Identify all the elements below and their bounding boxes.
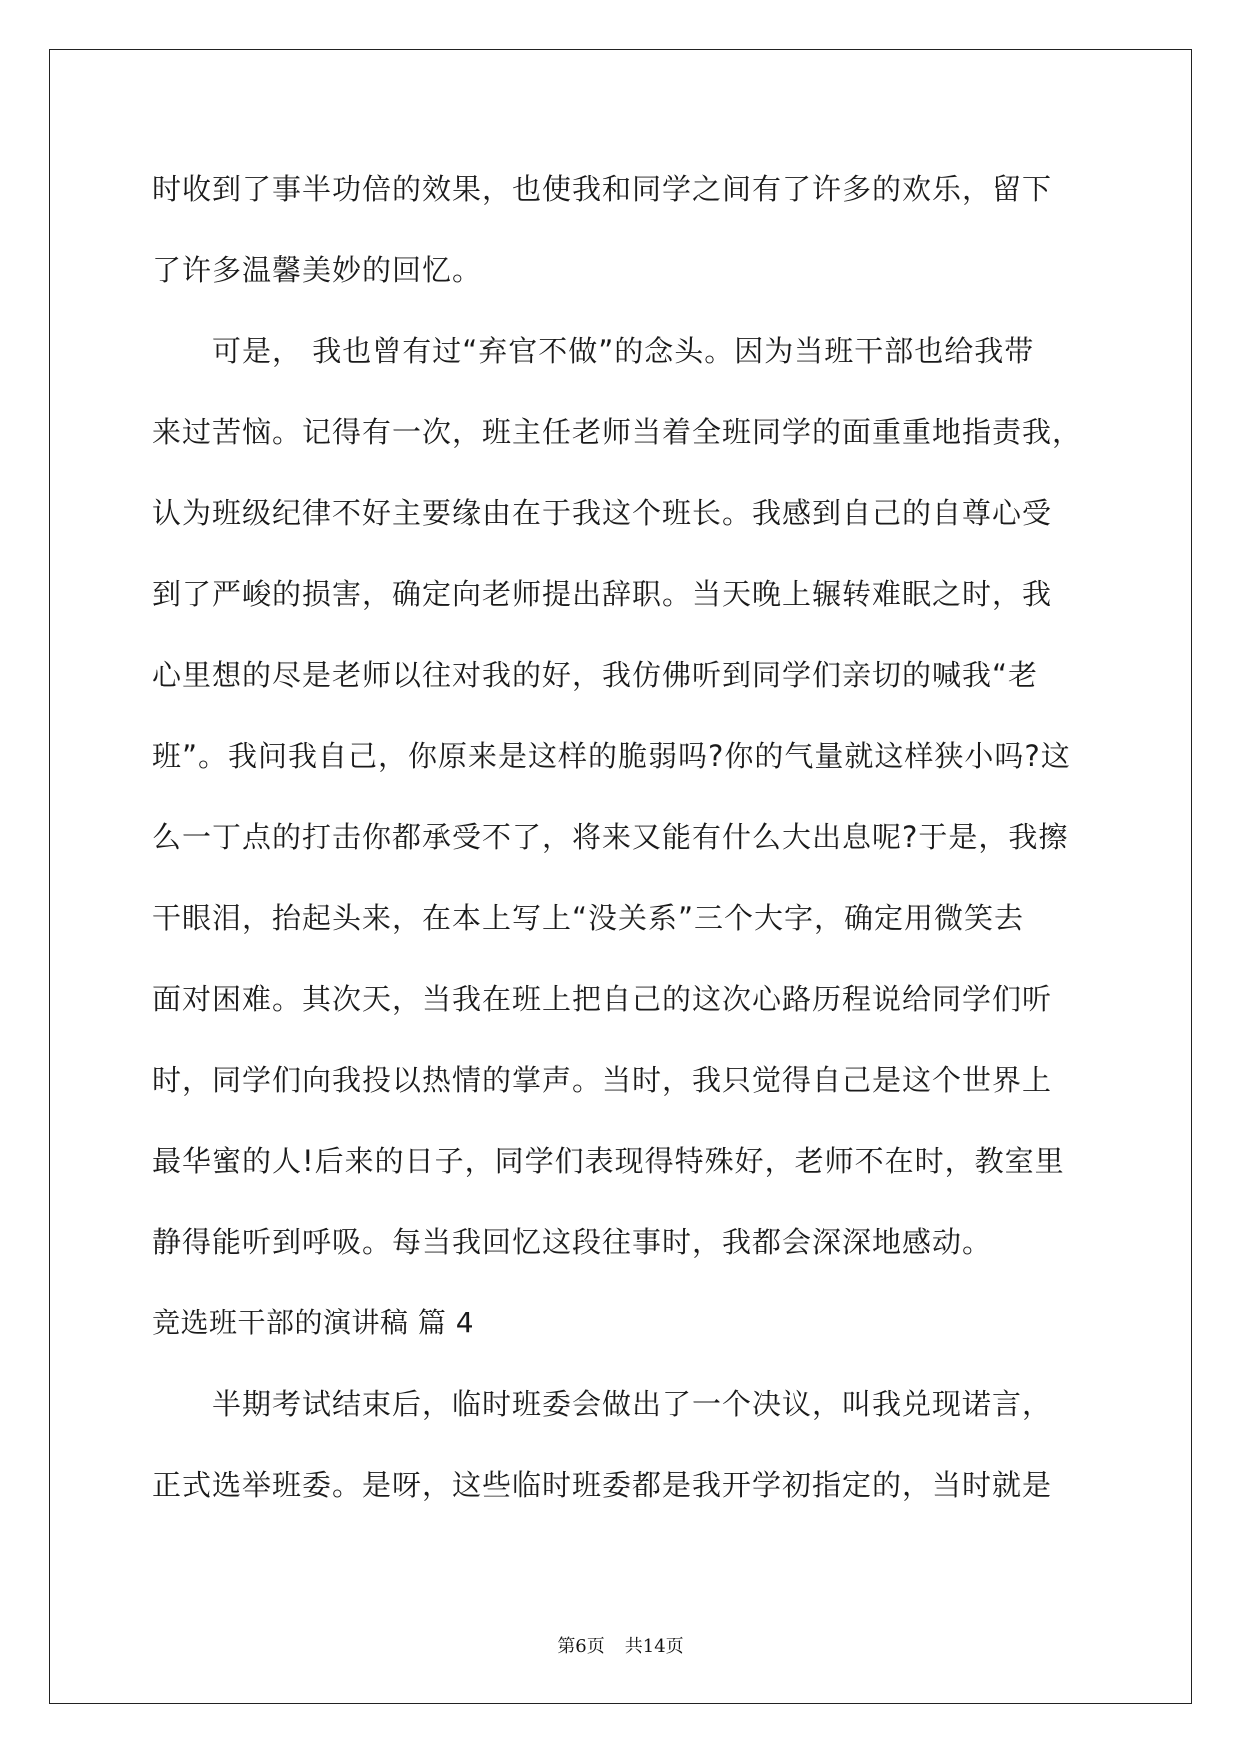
page-footer bbox=[0, 1632, 1241, 1658]
paragraph-line: 班”。我问我自己，你原来是这样的脆弱吗?你的气量就这样狭小吗?这 bbox=[152, 739, 1071, 773]
paragraph-line: 干眼泪，抬起头来，在本上写上“没关系”三个大字，确定用微笑去 bbox=[152, 901, 1025, 935]
paragraph-line: 静得能听到呼吸。每当我回忆这段往事时，我都会深深地感动。 bbox=[152, 1225, 993, 1259]
paragraph-line: 了许多温馨美妙的回忆。 bbox=[152, 253, 483, 287]
paragraph-line: 来过苦恼。记得有一次，班主任老师当着全班同学的面重重地指责我， bbox=[152, 415, 1083, 449]
page-total: 共14页 bbox=[624, 1636, 684, 1657]
paragraph-line: 到了严峻的损害，确定向老师提出辞职。当天晚上辗转难眠之时，我 bbox=[152, 577, 1053, 611]
paragraph-line: 可是， 我也曾有过“弃官不做”的念头。因为当班干部也给我带 bbox=[212, 334, 1035, 368]
paragraph-line: 最华蜜的人!后来的日子，同学们表现得特殊好，老师不在时，教室里 bbox=[152, 1144, 1065, 1178]
paragraph-line: 么一丁点的打击你都承受不了，将来又能有什么大出息呢?于是，我擦 bbox=[152, 820, 1069, 854]
paragraph-line: 心里想的尽是老师以往对我的好，我仿佛听到同学们亲切的喊我“老 bbox=[152, 658, 1039, 692]
paragraph-line: 半期考试结束后，临时班委会做出了一个决议，叫我兑现诺言， bbox=[212, 1387, 1053, 1421]
document-body bbox=[152, 160, 1092, 1537]
paragraph-line: 时收到了事半功倍的效果，也使我和同学之间有了许多的欢乐，留下 bbox=[152, 172, 1053, 206]
paragraph-line: 正式选举班委。是呀，这些临时班委都是我开学初指定的，当时就是 bbox=[152, 1468, 1053, 1502]
paragraph-line: 时，同学们向我投以热情的掌声。当时，我只觉得自己是这个世界上 bbox=[152, 1063, 1053, 1097]
paragraph-line: 面对困难。其次天，当我在班上把自己的这次心路历程说给同学们听 bbox=[152, 982, 1053, 1016]
page-number: 第6页 bbox=[557, 1636, 605, 1657]
paragraph-line: 认为班级纪律不好主要缘由在于我这个班长。我感到自己的自尊心受 bbox=[152, 496, 1053, 530]
section-heading: 竞选班干部的演讲稿 篇 4 bbox=[152, 1306, 475, 1339]
